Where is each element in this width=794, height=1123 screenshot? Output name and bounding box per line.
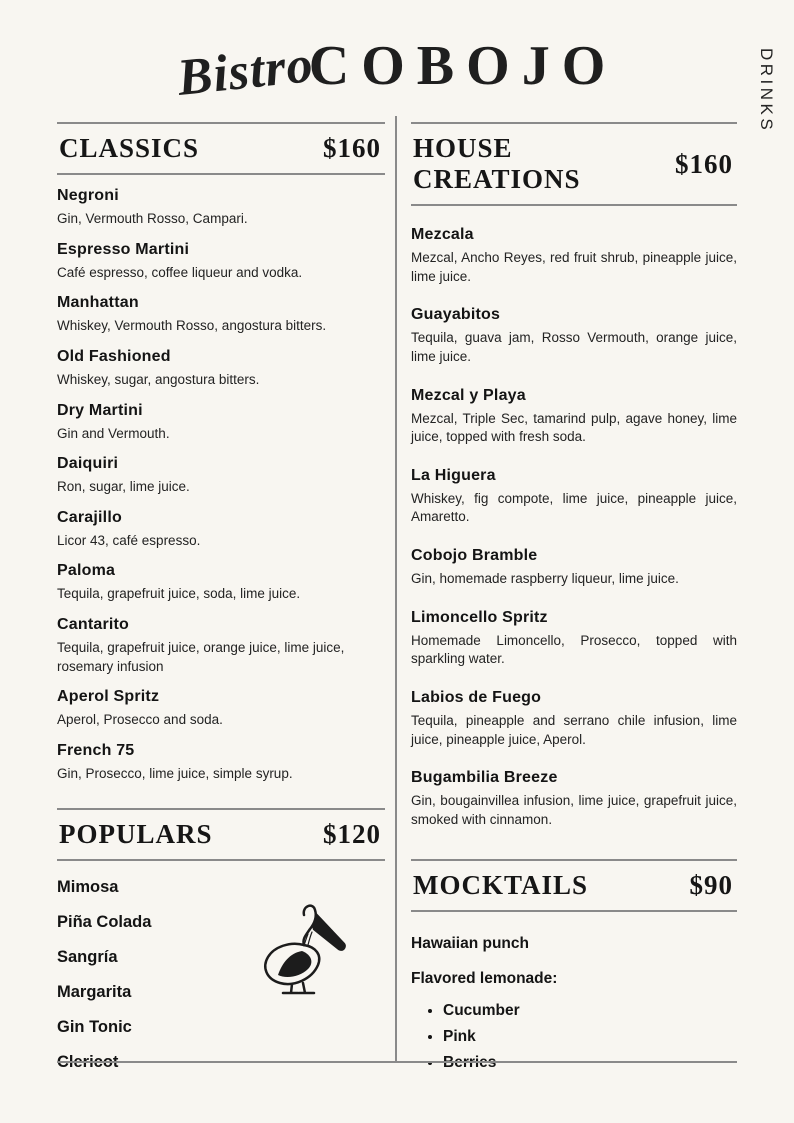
menu-item-name: Cobojo Bramble [411, 547, 538, 564]
menu-item-name: Sangría [57, 947, 118, 966]
menu-item-description: Mezcal, Ancho Reyes, red fruit shrub, pineapple juice, lime juice. [411, 250, 737, 284]
menu-item-description: Tequila, grapefruit juice, orange juice, lime juice, rosemary infusion [57, 640, 345, 674]
menu-item [57, 401, 385, 444]
classics-section-header [57, 122, 385, 175]
menu-item-description: Mezcal, Triple Sec, tamarind pulp, agave honey, lime juice, topped with fresh soda. [411, 410, 737, 445]
menu-item-description: Ron, sugar, lime juice. [57, 479, 190, 495]
menu-item-name: Mezcal y Playa [411, 386, 526, 404]
menu-item [411, 305, 737, 366]
menu-item-description: Gin, bougainvillea infusion, lime juice, grapefruit juice, smoked with cinnamon. [411, 793, 737, 827]
menu-item-name: Aperol Spritz [57, 688, 160, 706]
menu-item-description: Café espresso, coffee liqueur and vodka. [57, 264, 303, 280]
menu-item-name: Flavored lemonade: [411, 970, 558, 988]
menu-item-name: Espresso Martini [57, 240, 190, 258]
menu-item [57, 615, 385, 676]
menu-item-name: Bugambilia Breeze [411, 769, 558, 787]
menu-item-description: Whiskey, Vermouth Rosso, angostura bitters. [57, 318, 327, 334]
menu-item-name: Carajillo [57, 508, 122, 526]
menu-item-description: Gin, homemade raspberry liqueur, lime juice. [411, 571, 679, 586]
menu-item-description: Gin, Prosecco, lime juice, simple syrup. [57, 765, 293, 781]
menu-item-description: Homemade Limoncello, Prosecco, topped with sparkling water. [411, 632, 737, 667]
menu-item-description: Aperol, Prosecco and soda. [57, 712, 223, 728]
menu-item-description: Gin and Vermouth. [57, 425, 170, 441]
menu-item [57, 240, 385, 283]
menu-item-name: Limoncello Spritz [411, 608, 548, 626]
menu-item-name: Guayabitos [411, 306, 501, 324]
lemonade-flavor: • Cucumber [443, 1001, 737, 1021]
mocktails-section-header [411, 859, 737, 912]
populars-title: POPULARS [59, 818, 213, 849]
menu-item [411, 608, 737, 669]
menu-item-name: Clericot [57, 1052, 119, 1071]
brand-name: COBOJO [308, 35, 618, 97]
menu-item [57, 454, 385, 497]
menu-columns [57, 116, 737, 1072]
menu-item-description: Whiskey, fig compote, lime juice, pineapple juice, Amaretto. [411, 490, 737, 525]
masthead [0, 34, 794, 107]
menu-item [57, 561, 385, 604]
house-creations-price: $160 [675, 148, 733, 179]
menu-item-name: Mezcala [411, 226, 474, 243]
menu-item-description: Tequila, pineapple and serrano chile infusion, lime juice, pineapple juice, Aperol. [411, 712, 737, 747]
pelican-illustration [258, 898, 350, 1001]
classics-title: CLASSICS [59, 133, 200, 163]
menu-item-description: Whiskey, sugar, angostura bitters. [57, 371, 260, 387]
menu-item [57, 508, 385, 551]
lemonade-flavor: • Berries [443, 1053, 737, 1073]
menu-item-description: Tequila, grapefruit juice, soda, lime juice. [57, 586, 301, 602]
menu-item [411, 466, 737, 527]
mocktails-title: MOCKTAILS [413, 870, 589, 901]
drinks-side-label: DRINKS [757, 48, 776, 134]
menu-item-name: Hawaiian punch [411, 935, 529, 953]
menu-item-name: Labios de Fuego [411, 688, 542, 706]
menu-item-name: Manhattan [57, 294, 139, 312]
menu-item-name: French 75 [57, 741, 135, 759]
menu-item-name: Dry Martini [57, 401, 143, 419]
menu-item [411, 225, 737, 286]
classics-price: $160 [323, 133, 381, 163]
menu-item [57, 741, 385, 784]
menu-item-description: Gin, Vermouth Rosso, Campari. [57, 211, 248, 226]
menu-item [411, 386, 737, 447]
menu-item-name: Cantarito [57, 616, 130, 633]
house-creations-title: HOUSE CREATIONS [413, 133, 581, 194]
menu-item-name: La Higuera [411, 466, 496, 484]
bottom-rule [57, 1061, 737, 1063]
menu-item-name: Daiquiri [57, 455, 119, 473]
menu-item [57, 293, 385, 336]
menu-item-name: Negroni [57, 187, 119, 204]
populars-section-header [57, 808, 385, 861]
menu-item [411, 768, 737, 829]
menu-item [411, 688, 737, 749]
menu-item [57, 186, 385, 229]
menu-item-name: Piña Colada [57, 912, 152, 931]
populars-price: $120 [323, 818, 381, 849]
menu-item-name: Mimosa [57, 877, 119, 896]
mocktails-price: $90 [689, 870, 733, 901]
right-column [397, 116, 737, 1072]
menu-item-name: Paloma [57, 562, 116, 580]
house-creations-section-header [411, 122, 737, 206]
menu-item [57, 687, 385, 730]
lemonade-flavor: • Pink [443, 1027, 737, 1047]
menu-item [57, 347, 385, 390]
menu-item [411, 546, 737, 589]
menu-item-description: Tequila, guava jam, Rosso Vermouth, orange juice, lime juice. [411, 330, 737, 364]
brand-script-logo: Bistro [174, 36, 316, 107]
menu-item-name: Old Fashioned [57, 347, 171, 365]
menu-item-name: Margarita [57, 982, 132, 1001]
pelican-icon [258, 898, 350, 996]
menu-item-description: Licor 43, café espresso. [57, 532, 201, 548]
menu-item-name: Gin Tonic [57, 1017, 132, 1036]
